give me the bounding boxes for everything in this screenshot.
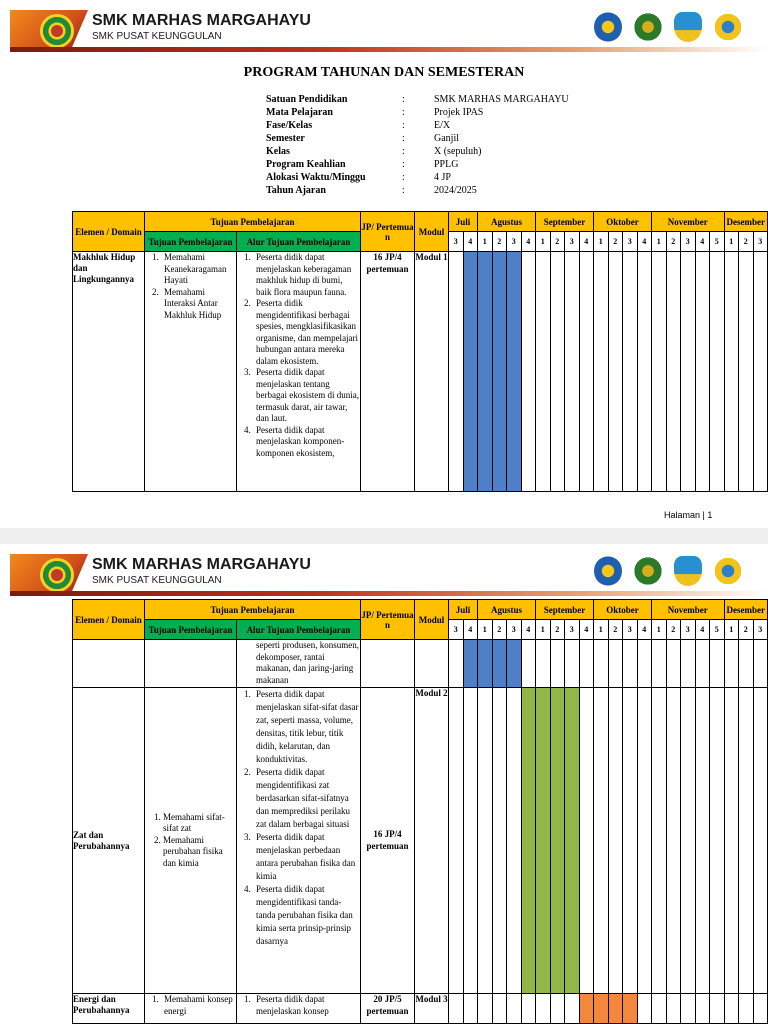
modul-cell: Modul 2 <box>415 688 449 994</box>
schedule-table-page-2 <box>72 599 768 1024</box>
table-row <box>73 994 768 1024</box>
school-name: SMK MARHAS MARGAHAYU <box>92 12 311 29</box>
week-cell <box>637 640 652 688</box>
week-cell <box>608 252 623 492</box>
tujuan-sub-header: Tujuan Pembelajaran <box>145 620 237 640</box>
week-header: 1 <box>724 620 739 640</box>
alur-cell: seperti produsen, konsumen, dekomposer, rantai makanan, dan jaring-jaring makanan <box>237 640 361 688</box>
week-cell <box>623 640 638 688</box>
week-cell <box>463 252 478 492</box>
week-cell <box>492 688 507 994</box>
week-header: 1 <box>652 232 667 252</box>
week-cell <box>681 640 696 688</box>
week-cell <box>492 994 507 1024</box>
week-cell <box>695 688 710 994</box>
west-java-emblem-icon <box>634 556 662 586</box>
week-header: 2 <box>492 232 507 252</box>
week-cell <box>463 994 478 1024</box>
week-cell <box>753 640 768 688</box>
tujuan-cell: 1. Memahami Keanekaragaman Hayati 2. Memahami Interaksi Antar Makhluk Hidup <box>145 252 237 492</box>
week-header: 3 <box>565 620 580 640</box>
week-cell <box>579 994 594 1024</box>
week-header: 2 <box>608 232 623 252</box>
week-cell <box>594 688 609 994</box>
elemen-cell: Makhluk Hidup dan Lingkungannya <box>73 252 145 492</box>
tujuan-cell <box>145 640 237 688</box>
week-cell <box>695 994 710 1024</box>
tut-wuri-handayani-emblem-icon <box>594 556 622 586</box>
identity-row: Tahun Ajaran : 2024/2025 <box>266 185 477 196</box>
week-header: 4 <box>463 232 478 252</box>
week-cell <box>710 688 725 994</box>
week-cell <box>623 994 638 1024</box>
week-cell <box>695 640 710 688</box>
letterhead <box>10 10 768 52</box>
week-cell <box>608 688 623 994</box>
alur-cell: 1. Peserta didik dapat menjelaskan keberagaman makhluk hidup di bumi, baik flora maupun fauna. 2. Peserta didik mengidentifikasi berbagai spesies, mengklasifikasikan organisme, dan mempelajari hubungan antara mereka dalam ekosistem. 3. Peserta didik dapat menjelaskan tentang berbagai ekosistem di dunia, termasuk darat, air tawar, dan laut. 4. Peserta didik dapat menjelaskan komponen-komponen ekosistem, <box>237 252 361 492</box>
tujuan-cell: 1. Memahami konsep energi <box>145 994 237 1024</box>
week-cell <box>666 994 681 1024</box>
jp-header: JP/ Pertemua n <box>361 212 415 252</box>
week-header: 5 <box>710 620 725 640</box>
month-header: Agustus <box>478 600 536 620</box>
month-header: November <box>652 212 725 232</box>
elemen-cell: Energi dan Perubahannya <box>73 994 145 1024</box>
week-cell <box>449 688 464 994</box>
tujuan-header: Tujuan Pembelajaran <box>145 212 361 232</box>
week-cell <box>594 994 609 1024</box>
elemen-cell: Zat dan Perubahannya <box>73 688 145 994</box>
month-header: Agustus <box>478 212 536 232</box>
week-cell <box>739 688 754 994</box>
foundation-emblem-icon <box>714 556 742 586</box>
week-header: 3 <box>753 232 768 252</box>
week-cell <box>521 688 536 994</box>
week-header: 2 <box>739 620 754 640</box>
month-header: November <box>652 600 725 620</box>
week-cell <box>681 688 696 994</box>
week-cell <box>681 252 696 492</box>
month-header: Juli <box>449 212 478 232</box>
school-logo-icon <box>40 14 74 48</box>
month-header: Oktober <box>594 212 652 232</box>
week-cell <box>565 640 580 688</box>
week-header: 1 <box>536 232 551 252</box>
week-cell <box>536 252 551 492</box>
week-cell <box>739 252 754 492</box>
alur-cell: 1. Peserta didik dapat menjelaskan konsep <box>237 994 361 1024</box>
week-cell <box>695 252 710 492</box>
week-cell <box>463 640 478 688</box>
week-cell <box>579 688 594 994</box>
week-cell <box>521 252 536 492</box>
week-cell <box>637 688 652 994</box>
letterhead-band <box>10 47 768 52</box>
week-header: 3 <box>449 620 464 640</box>
week-header: 4 <box>463 620 478 640</box>
week-cell <box>652 688 667 994</box>
week-cell <box>536 640 551 688</box>
month-header: September <box>536 212 594 232</box>
week-cell <box>565 252 580 492</box>
month-header: Desember <box>724 212 768 232</box>
week-header: 3 <box>623 232 638 252</box>
week-header: 2 <box>550 620 565 640</box>
week-header: 4 <box>637 620 652 640</box>
week-cell <box>478 994 493 1024</box>
tujuan-header: Tujuan Pembelajaran <box>145 600 361 620</box>
week-cell <box>724 252 739 492</box>
week-header: 4 <box>695 620 710 640</box>
elemen-header: Elemen / Domain <box>73 600 145 640</box>
week-header: 2 <box>666 620 681 640</box>
week-cell <box>608 994 623 1024</box>
month-header: Desember <box>724 600 768 620</box>
month-header: Oktober <box>594 600 652 620</box>
table-row <box>73 640 768 688</box>
identity-row: Alokasi Waktu/Minggu : 4 JP <box>266 172 451 183</box>
week-cell <box>710 994 725 1024</box>
letterhead-band <box>10 591 768 596</box>
week-cell <box>710 252 725 492</box>
week-cell <box>449 640 464 688</box>
modul-cell: Modul 3 <box>415 994 449 1024</box>
week-header: 3 <box>565 232 580 252</box>
week-cell <box>652 994 667 1024</box>
week-cell <box>550 640 565 688</box>
week-header: 3 <box>507 232 522 252</box>
table-row <box>73 252 768 492</box>
elemen-cell <box>73 640 145 688</box>
week-cell <box>550 252 565 492</box>
week-header: 5 <box>710 232 725 252</box>
week-cell <box>536 688 551 994</box>
modul-header: Modul <box>415 600 449 640</box>
tut-wuri-handayani-emblem-icon <box>594 12 622 42</box>
west-java-emblem-icon <box>634 12 662 42</box>
week-header: 4 <box>695 232 710 252</box>
week-cell <box>463 688 478 994</box>
week-header: 1 <box>478 232 493 252</box>
week-cell <box>492 252 507 492</box>
identity-row: Mata Pelajaran : Projek IPAS <box>266 107 484 118</box>
week-header: 3 <box>681 620 696 640</box>
identity-row: Semester : Ganjil <box>266 133 459 144</box>
week-cell <box>594 252 609 492</box>
week-cell <box>710 640 725 688</box>
week-header: 1 <box>536 620 551 640</box>
week-cell <box>579 640 594 688</box>
modul-cell <box>415 640 449 688</box>
week-header: 3 <box>449 232 464 252</box>
week-cell <box>666 688 681 994</box>
week-header: 4 <box>579 620 594 640</box>
week-header: 1 <box>724 232 739 252</box>
week-cell <box>449 994 464 1024</box>
elemen-header: Elemen / Domain <box>73 212 145 252</box>
regency-emblem-icon <box>674 556 702 586</box>
school-tagline: SMK PUSAT KEUNGGULAN <box>92 31 222 42</box>
tujuan-cell: 1. Memahami sifat-sifat zat 2. Memahami perubahan fisika dan kimia <box>145 688 237 994</box>
week-cell <box>594 640 609 688</box>
identity-row: Kelas : X (sepuluh) <box>266 146 482 157</box>
school-tagline: SMK PUSAT KEUNGGULAN <box>92 575 222 586</box>
week-header: 4 <box>637 232 652 252</box>
week-cell <box>449 252 464 492</box>
week-header: 3 <box>623 620 638 640</box>
week-cell <box>724 994 739 1024</box>
week-cell <box>507 688 522 994</box>
week-cell <box>652 640 667 688</box>
week-cell <box>724 640 739 688</box>
week-cell <box>550 688 565 994</box>
month-header: September <box>536 600 594 620</box>
week-cell <box>637 252 652 492</box>
week-cell <box>507 252 522 492</box>
week-cell <box>478 640 493 688</box>
alur-header: Alur Tujuan Pembelajaran <box>237 232 361 252</box>
week-cell <box>753 252 768 492</box>
identity-row: Program Keahlian : PPLG <box>266 159 459 170</box>
week-header: 1 <box>478 620 493 640</box>
week-cell <box>478 252 493 492</box>
week-header: 4 <box>579 232 594 252</box>
week-header: 4 <box>521 620 536 640</box>
week-header: 2 <box>492 620 507 640</box>
week-cell <box>536 994 551 1024</box>
emblem-group <box>594 556 742 586</box>
week-cell <box>739 640 754 688</box>
week-cell <box>521 640 536 688</box>
week-cell <box>753 994 768 1024</box>
week-cell <box>739 994 754 1024</box>
table-row <box>73 688 768 994</box>
week-cell <box>550 994 565 1024</box>
regency-emblem-icon <box>674 12 702 42</box>
schedule-table-page-1 <box>72 211 768 492</box>
foundation-emblem-icon <box>714 12 742 42</box>
jp-cell: 16 JP/4 pertemuan <box>361 688 415 994</box>
week-cell <box>521 994 536 1024</box>
week-header: 2 <box>550 232 565 252</box>
week-cell <box>507 640 522 688</box>
week-cell <box>623 688 638 994</box>
week-cell <box>478 688 493 994</box>
week-cell <box>652 252 667 492</box>
modul-header: Modul <box>415 212 449 252</box>
tujuan-sub-header: Tujuan Pembelajaran <box>145 232 237 252</box>
week-cell <box>681 994 696 1024</box>
week-header: 1 <box>594 232 609 252</box>
week-cell <box>623 252 638 492</box>
identity-row: Fase/Kelas : E/X <box>266 120 451 131</box>
week-cell <box>608 640 623 688</box>
identity-row: Satuan Pendidikan : SMK MARHAS MARGAHAYU <box>266 94 569 105</box>
week-cell <box>492 640 507 688</box>
school-logo-icon <box>40 558 74 592</box>
document-title: PROGRAM TAHUNAN DAN SEMESTERAN <box>243 65 525 80</box>
jp-cell <box>361 640 415 688</box>
week-header: 3 <box>681 232 696 252</box>
page-number: Halaman | 1 <box>664 510 713 520</box>
week-cell <box>565 688 580 994</box>
page-2 <box>0 544 768 1024</box>
jp-cell: 20 JP/5 pertemuan <box>361 994 415 1024</box>
week-cell <box>565 994 580 1024</box>
week-header: 2 <box>608 620 623 640</box>
jp-header: JP/ Pertemua n <box>361 600 415 640</box>
week-header: 2 <box>666 232 681 252</box>
school-name: SMK MARHAS MARGAHAYU <box>92 556 311 573</box>
week-header: 3 <box>753 620 768 640</box>
alur-header: Alur Tujuan Pembelajaran <box>237 620 361 640</box>
jp-cell: 16 JP/4 pertemuan <box>361 252 415 492</box>
alur-cell: 1. Peserta didik dapat menjelaskan sifat-sifat dasar zat, seperti massa, volume, densitas, titik lebur, titik didih, kelarutan, dan konduktivitas. 2. Peserta didik dapat mengidentifikasi zat berdasarkan sifat-sifatnya dan memprediksi perilaku zat dalam berbagai situasi 3. Peserta didik dapat menjelaskan perbedaan antara perubahan fisika dan kimia 4. Peserta didik dapat mengidentifikasi tanda-tanda perubahan fisika dan kimia serta prinsip-prinsip dasarnya <box>237 688 361 994</box>
week-cell <box>637 994 652 1024</box>
week-cell <box>666 252 681 492</box>
week-header: 1 <box>594 620 609 640</box>
emblem-group <box>594 12 742 42</box>
week-header: 1 <box>652 620 667 640</box>
week-cell <box>753 688 768 994</box>
week-header: 3 <box>507 620 522 640</box>
modul-cell: Modul 1 <box>415 252 449 492</box>
week-header: 2 <box>739 232 754 252</box>
week-cell <box>724 688 739 994</box>
week-cell <box>507 994 522 1024</box>
week-cell <box>666 640 681 688</box>
identity-block <box>266 93 569 197</box>
week-header: 4 <box>521 232 536 252</box>
week-cell <box>579 252 594 492</box>
letterhead <box>10 554 768 596</box>
page-separator <box>0 528 768 544</box>
month-header: Juli <box>449 600 478 620</box>
